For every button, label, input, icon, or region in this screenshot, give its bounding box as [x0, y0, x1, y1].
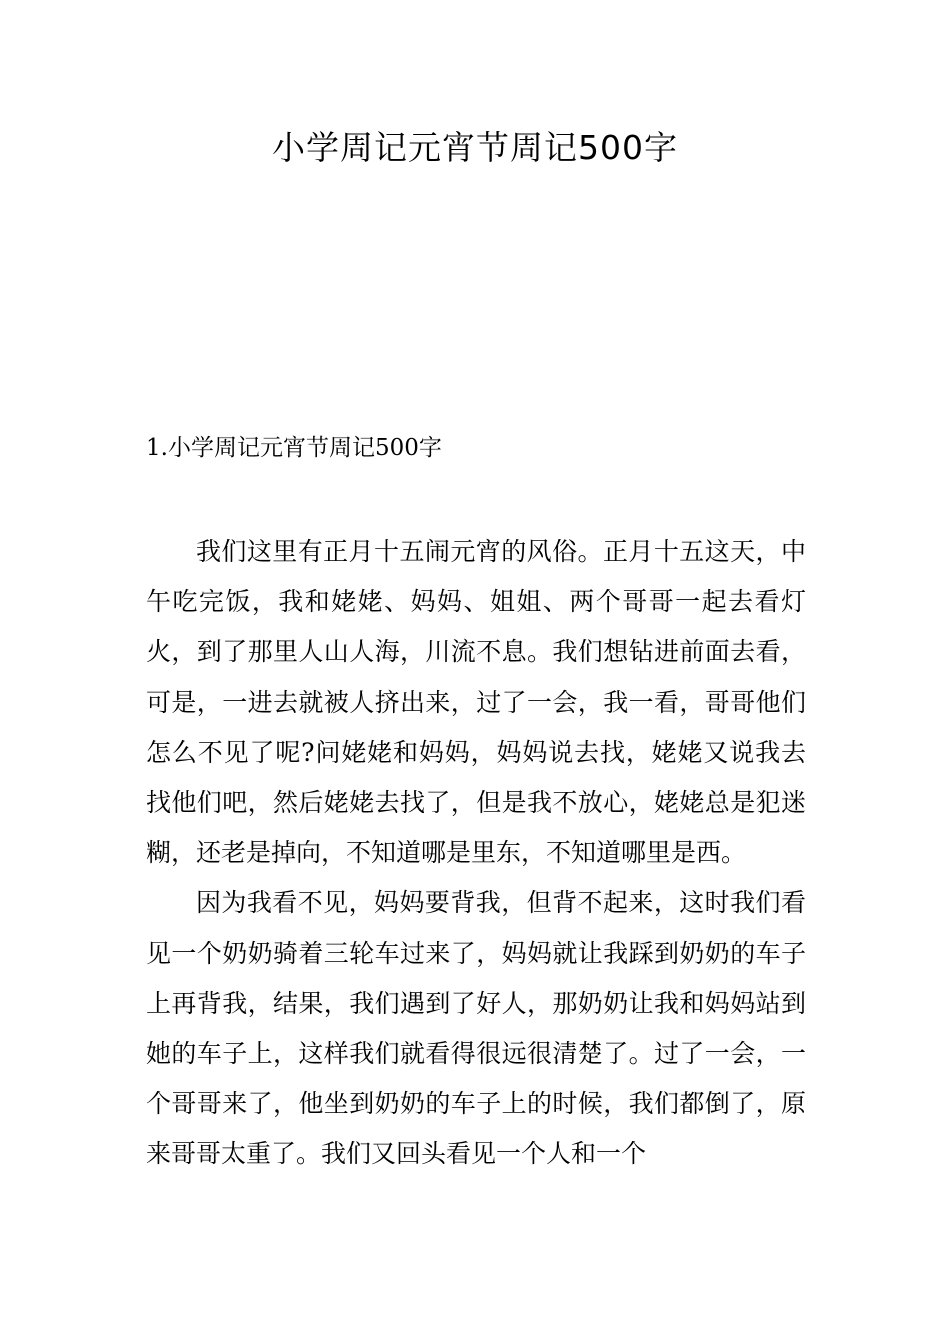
document-body: [146, 527, 806, 1180]
section-heading: 1.小学周记元宵节周记500字: [146, 435, 442, 461]
document-title: 小学周记元宵节周记500字: [272, 128, 678, 167]
paragraph: 我们这里有正月十五闹元宵的风俗。正月十五这天，中午吃完饭，我和姥姥、妈妈、姐姐、两个哥哥一起去看灯火，到了那里人山人海，川流不息。我们想钻进前面去看，可是，一进去就被人挤出来，过了一会，我一看，哥哥他们怎么不见了呢?问姥姥和妈妈，妈妈说去找，姥姥又说我去找他们吧，然后姥姥去找了，但是我不放心，姥姥总是犯迷糊，还老是掉向，不知道哪是里东，不知道哪里是西。: [146, 537, 806, 868]
paragraph: 因为我看不见，妈妈要背我，但背不起来，这时我们看见一个奶奶骑着三轮车过来了，妈妈就让我踩到奶奶的车子上再背我，结果，我们遇到了好人，那奶奶让我和妈妈站到她的车子上，这样我们就看得很远很清楚了。过了一会，一个哥哥来了，他坐到奶奶的车子上的时候，我们都倒了，原来哥哥太重了。我们又回头看见一个人和一个: [146, 888, 806, 1169]
